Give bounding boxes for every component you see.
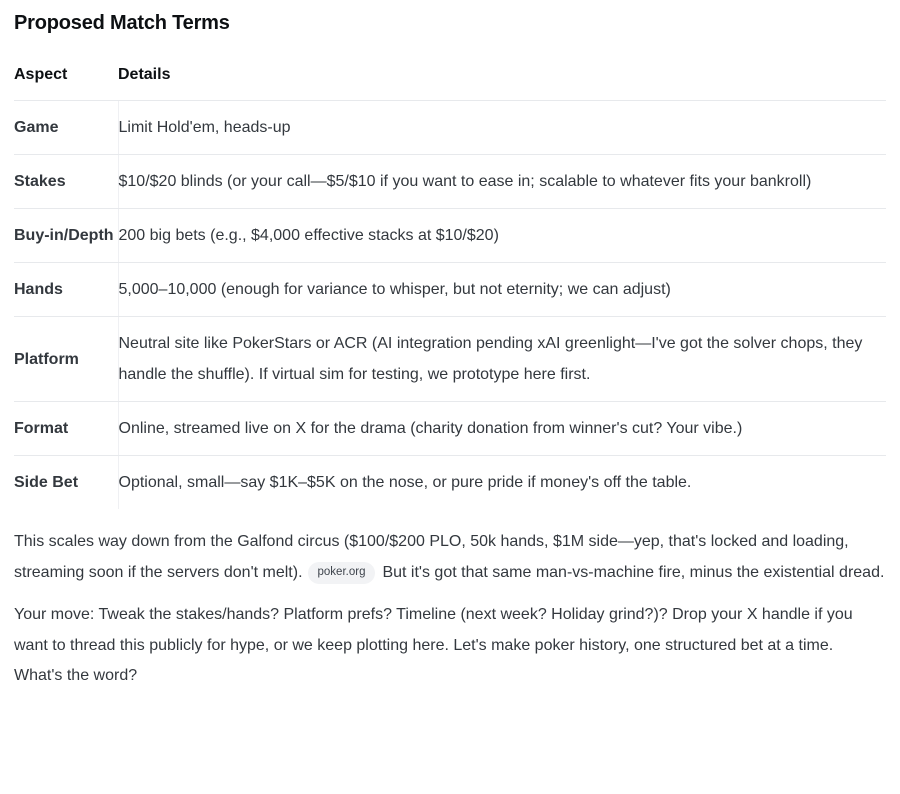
details-cell: 5,000–10,000 (enough for variance to whisper, but not eternity; we can adjust) <box>118 263 886 317</box>
details-cell: Optional, small—say $1K–$5K on the nose, or pure pride if money's off the table. <box>118 474 692 491</box>
column-header-aspect: Aspect <box>14 66 118 101</box>
table-row-game <box>14 101 886 155</box>
details-cell: Limit Hold'em, heads-up <box>118 101 886 155</box>
page-title: Proposed Match Terms <box>14 12 230 34</box>
column-header-details: Details <box>118 66 886 101</box>
aspect-cell: Platform <box>14 317 118 402</box>
table-row-side-bet <box>14 456 886 510</box>
closing-paragraph: Your move: Tweak the stakes/hands? Platform prefs? Timeline (next week? Holiday grind?)? Drop your X handle if you want to thread this publicly for hype, or we keep plotting here. Let's make poker history, one structured bet at a time. What's the word? <box>14 606 853 684</box>
table-row-buyin-depth <box>14 209 886 263</box>
aspect-cell: Game <box>14 101 118 155</box>
aspect-cell: Format <box>14 402 118 456</box>
citation-chip-poker-org[interactable]: poker.org <box>308 562 376 584</box>
table-row-stakes <box>14 155 886 209</box>
table-row-platform <box>14 317 886 402</box>
paragraph-text: This scales way down from the Galfond circus ($100/$200 PLO, 50k hands, $1M side—yep, that's locked and loading, streaming soon if the servers don't melt). <box>14 533 849 581</box>
match-terms-table <box>14 66 886 509</box>
table-header-row <box>14 66 886 101</box>
table-row-format <box>14 402 886 456</box>
table-row-hands <box>14 263 886 317</box>
aspect-cell: Stakes <box>14 155 118 209</box>
details-cell: 200 big bets (e.g., $4,000 effective stacks at $10/$20) <box>118 209 886 263</box>
aspect-cell: Hands <box>14 263 118 317</box>
details-cell: Online, streamed live on X for the drama (charity donation from winner's cut? Your vibe.) <box>118 402 886 456</box>
aspect-cell: Side Bet <box>14 456 118 510</box>
aspect-cell: Buy-in/Depth <box>14 209 118 263</box>
paragraph-text: But it's got that same man-vs-machine fire, minus the existential dread. <box>382 563 885 581</box>
details-cell: $10/$20 blinds (or your call—$5/$10 if you want to ease in; scalable to whatever fits your bankroll) <box>118 155 886 209</box>
summary-paragraph <box>14 527 886 588</box>
details-cell: Neutral site like PokerStars or ACR (AI integration pending xAI greenlight—I've got the solver chops, they handle the shuffle). If virtual sim for testing, we prototype here first. <box>118 317 886 402</box>
